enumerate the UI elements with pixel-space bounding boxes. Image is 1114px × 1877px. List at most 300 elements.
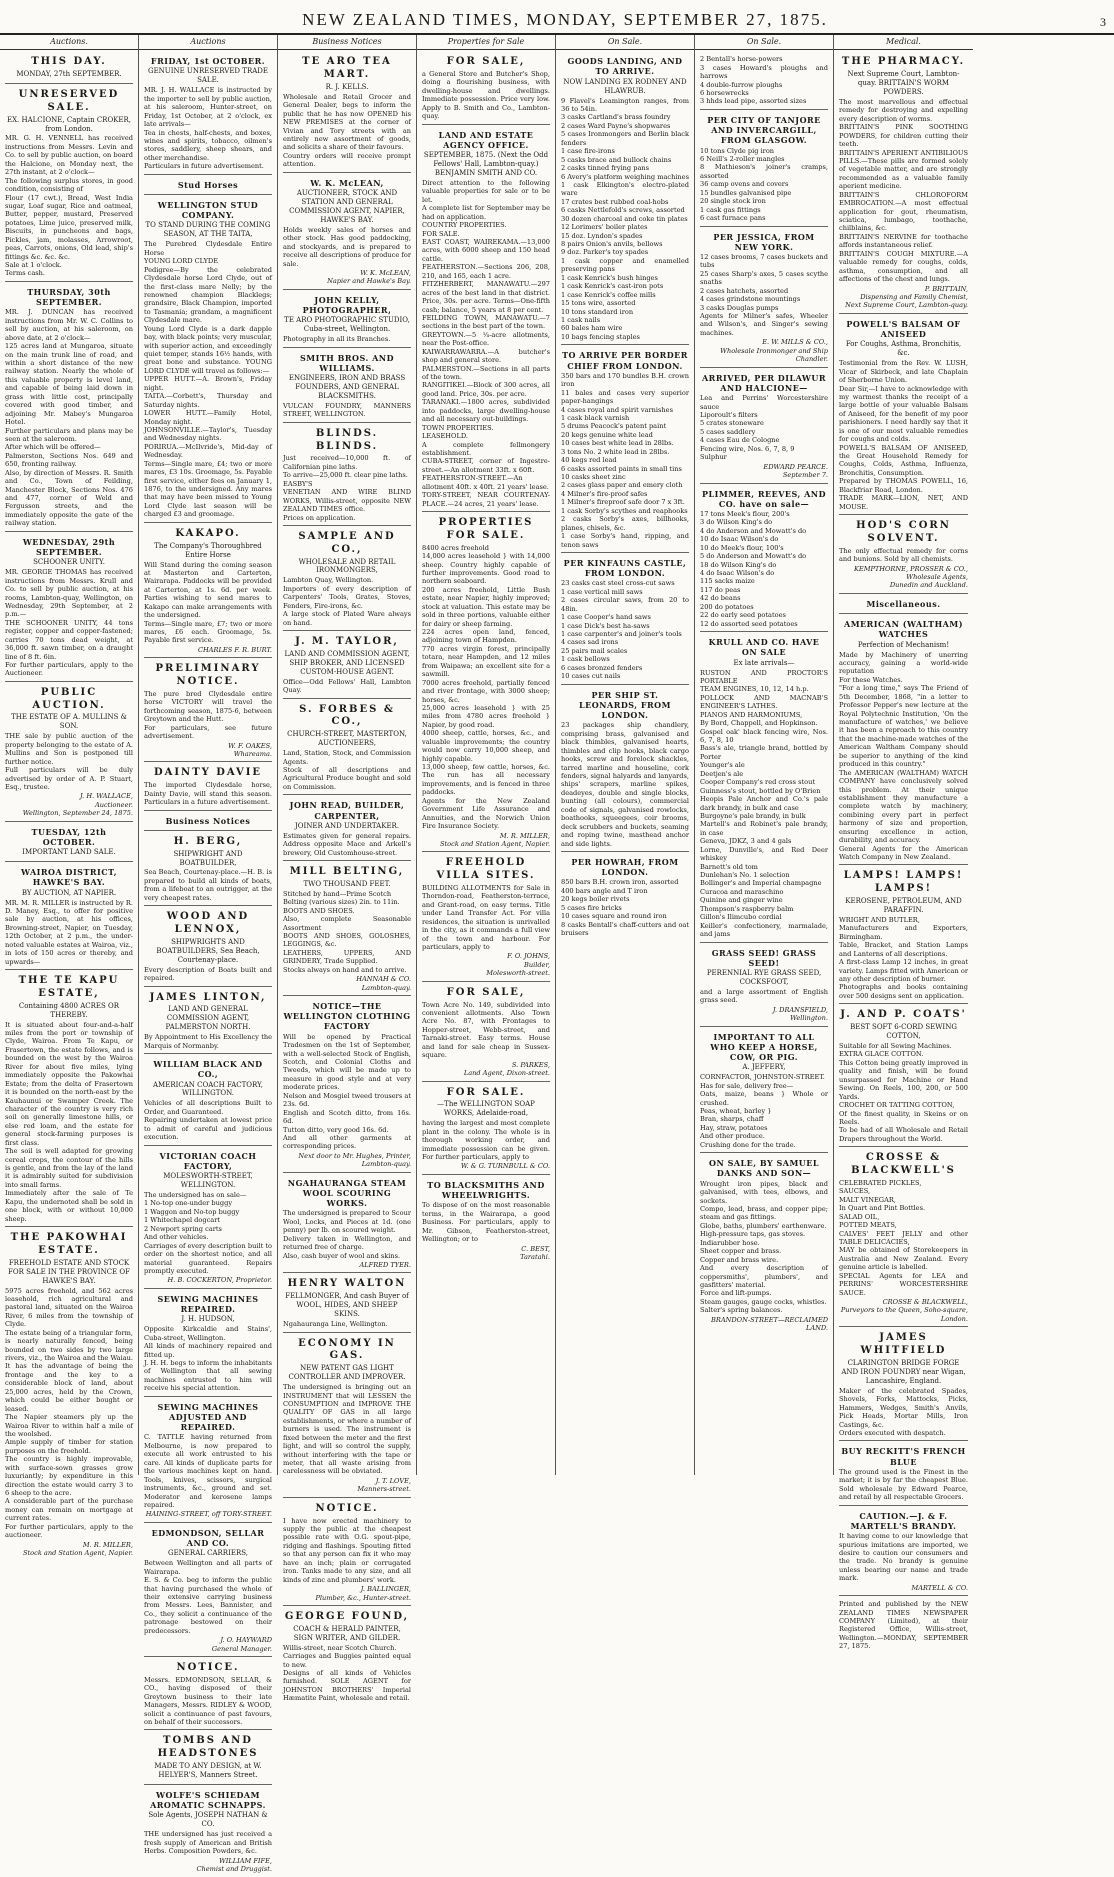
ad-subtitle: CHURCH-STREET, MASTERTON, AUCTIONEERS, <box>287 730 407 748</box>
ad-subtitle: TO STAND DURING THE COMING SEASON, AT THE TAITA, <box>145 221 271 239</box>
advertisement <box>144 1659 272 1730</box>
ad-subtitle: Containing 4800 ACRES OR THEREBY. <box>18 1001 120 1019</box>
ad-title: BLINDS. BLINDS. <box>315 427 379 452</box>
ad-body: MR. GEORGE THOMAS has received instructions from Messrs. Krull and Co. to sell by public auction, at his rooms, Lambton-quay, Wellington, on Wednesday, 29th September, at 2 p.m.— THE SCHOONER UNITY, 44 tons register, copper and copper-fastened; carries 70 tons dead weight, at 36,000 ft. sawn timber, on a draught line of 8 ft. 6in. For further particulars, apply to the Auctioneer. <box>5 568 133 678</box>
ad-title: AMERICAN (WALTHAM) WATCHES <box>843 619 964 640</box>
column-heading: Properties for Sale <box>417 35 555 50</box>
advertisement <box>839 1149 968 1327</box>
ad-subtitle: AUCTIONEER, STOCK AND STATION AND GENERAL COMMISSION AGENT, NAPIER, HAWKE'S BAY. <box>289 188 405 224</box>
advertisement <box>700 1029 828 1154</box>
ad-body: Between Wellington and all parts of Wairarapa. E. S. & Co. beg to inform the public that having purchased the whole of their extensive carrying business from Messrs. Lees, Bannister, and Co., they solicit a continuance of the patronage bestowed on their predecessors. <box>144 1559 272 1635</box>
ad-signature: W. K. McLEAN, Napier and Hawke's Bay. <box>327 268 411 286</box>
ad-body: I have now erected machinery to supply the public at the cheapest possible rate with O.G. spout-pipe, ridging and flashings. Spouting fitted so that any person can fix it who may have an inch; plain or corrugated iron. Tanks made to any size, and all kinds of zinc and plumbers' work. <box>283 1516 411 1584</box>
ad-title: FRIDAY, 1st OCTOBER. <box>150 56 266 67</box>
advertisement <box>283 797 411 861</box>
ad-title: HOD'S CORN SOLVENT. <box>856 520 951 544</box>
ad-body: 2 Bentall's horse-powers 3 cases Howard's ploughs and harrows 4 double-furrow ploughs 6 horsewrecks 3 hhds lead pipe, assorted sizes <box>700 55 828 106</box>
advertisement <box>5 284 133 532</box>
advertisement <box>422 514 550 852</box>
advertisement <box>700 370 828 484</box>
ad-body: RUSTON AND PROCTOR'S PORTABLE TEAM ENGINES, 10, 12, 14 h.p. POLLOCK AND MACNAB'S ENGINEER'S LATHES. PIANOS AND HARMONIUMS, By Bord, Chappell, and Hopkinson. Gospel oak' black fencing wire, Nos. 6, 7, 8, 10 Bass's ale, triangle brand, bottled by Porter Younger's ale Deetjen's ale Cooper Company's red cross stout Guinness's stout, bottled by O'Brien Heopis Pale Anchor and Co.'s pale dark brandy, in bulk and case Burgoyne's pale brandy, in bulk Martell's and Robinet's pale brandy, in case Geneva, JDKZ, 3 and 4 gals Lorne, Dunville's, and Red Deer whiskey Barnett's old tom Dunlehan's No. 1 selection Bollinger's and Imperial champagne Curacoa and maraschino Quinine and ginger wine Thompson's raspberry balm Gillon's Ilimcubo cordial Keiller's confectionery, marmalade, and jams <box>700 668 828 939</box>
ad-title: WILLIAM BLACK AND CO., <box>153 1059 263 1080</box>
ad-title: FREEHOLD VILLA SITES. <box>436 857 536 882</box>
ad-body: Messrs. EDMONDSON, SELLAR, & CO., having disposed of their Greytown business to their late Managers, Messrs. RIDLEY & WOOD, solicit a continuance of past favours, on behalf of their successors. <box>144 1675 272 1727</box>
ad-body: Willis-street, near Scotch Church. Carriages and Buggies painted equal to new. Designs of all kinds of Vehicles furnished. SOLE AGENT for JOHNSTON BROTHERS' Imperial Hæmatite Paint, wholesale and retail. <box>283 1643 411 1703</box>
ad-body: MR. J. DUNCAN has received instructions from Mr. W. C. Collins to sell by auction, at his saleroom, on above date, at 2 o'clock— 125 acres land at Mungaroa, situate on the main trunk line of road, and within a short distance of the new railway station. Nearly the whole of this valuable property is level land, and capable of being laid down in grass with little cost, principally covered with good timber, and adjoining Mr. Mabey's Mungaroa Hotel. Further particulars and plans may be seen at the saleroom. After which will be offered— Palmerston, Sections Nos. 649 and 650, fronting railway. Also, by direction of Messrs. R. Smith and Co., Town of Feilding, Manchester Block, Sections Nos. 476 and 477, corner of Weld and Fergusson streets, and the immediately opposite the gate of the railway station. <box>5 308 133 528</box>
ad-body: 10 tons Clyde pig iron 6 Neill's 2-roller mangles 8 Mathieson's joiner's cramps, assorted 36 camp ovens and covers 15 bundles galvanised pipe 20 single stock iron 1 cask gas fittings 6 cast furnace pans <box>700 146 828 223</box>
ad-subtitle: CLARINGTON BRIDGE FORGE AND IRON FOUNDRY near Wigan, Lancashire, England. <box>841 1358 966 1385</box>
advertisement <box>5 864 133 970</box>
ad-title: EDMONDSON, SELLAR AND CO. <box>151 1527 265 1549</box>
ad-title: ARRIVED, PER DILAWUR AND HALCIONE— <box>701 372 827 393</box>
ad-signature: F. O. JOHNS, Builder, Molesworth-street. <box>486 952 550 978</box>
advertisement <box>839 1598 968 1654</box>
ad-title: Miscellaneous. <box>866 598 941 609</box>
ad-subtitle: Ex late arrivals— <box>733 658 795 667</box>
ad-title: TO BLACKSMITHS AND WHEELWRIGHTS. <box>427 1179 545 1201</box>
ad-body: having the largest and most complete plant in the colony. The whole is in thorough working order, and immediate possession can be given. For further particulars, apply to <box>422 1119 550 1161</box>
ad-title: FOR SALE, <box>446 986 526 998</box>
advertisement <box>700 229 828 368</box>
ad-body: Printed and published by the NEW ZEALAND TIMES NEWSPAPER COMPANY (Limited), at their Registered Office, Willis-street, Wellington.—MONDAY, SEPTEMBER 27, 1875. <box>839 1600 968 1651</box>
ad-title: JOHN KELLY, PHOTOGRAPHER, <box>302 294 392 316</box>
advertisement <box>422 1177 550 1265</box>
advertisement <box>5 534 133 682</box>
ad-subtitle: FELLMONGER, And cash Buyer of WOOL, HIDES, AND SHEEP SKINS. <box>285 1292 409 1319</box>
ad-body: The most marvellous and effectual remedy for destroying and expelling every description of worms. BRITTAIN'S PINK SOOTHING POWDERS, for children cutting their teeth. BRITTAIN'S APERIENT ANTIBILIOUS PILLS.—These pills are formed solely of vegetable matter, and are strongly recommended as a valuable family aperient medicine. BRITTAIN'S CHLOROFORM EMBROCATION.—A most effectual application for gout, rheumatism, sciatica, lumbago, toothache, chilblains, &c. BRITTAIN'S NERVINE for toothache affords instantaneous relief. BRITTAIN'S COUGH MIXTURE.—A valuable remedy for coughs, colds, asthma, consumption, and all affections of the chest and lungs. <box>839 97 968 284</box>
ad-body: The only effectual remedy for corns and bunions. Sold by all chemists. <box>839 546 968 564</box>
ad-body: Office—Odd Fellows' Hall, Lambton Quay. <box>283 677 411 695</box>
ad-title: LAND AND ESTATE AGENCY OFFICE. <box>438 129 534 150</box>
ad-subtitle: COACH & HERALD PAINTER, SIGN WRITER, AND GILDER. <box>293 1624 401 1642</box>
ad-subtitle: IMPORTANT LAND SALE. <box>22 848 116 857</box>
ad-title: THIS DAY. <box>31 56 107 68</box>
ad-title: JAMES WHITFIELD <box>860 1332 947 1357</box>
ad-subtitle: LAND AND GENERAL COMMISSION AGENT, PALMERSTON NORTH. <box>165 1005 251 1032</box>
ad-signature: WILLIAM FIFE, Chemist and Druggist. <box>196 1856 272 1874</box>
ad-signature: HAINING-STREET, off TORY-STREET. <box>145 1510 272 1519</box>
ad-subtitle: TWO THOUSAND FEET. <box>303 879 391 888</box>
ad-title: SEWING MACHINES ADJUSTED AND REPAIRED. <box>157 1401 259 1433</box>
ad-subtitle: —The WELLINGTON SOAP WORKS, Adelaide-road, <box>437 1100 535 1118</box>
ad-body: Every description of Boats built and repaired. <box>144 965 272 983</box>
ad-body: Just received—10,000 ft. of Californian pine laths. To arrive—25,000 ft. clear pine laths. EASBY'S VENETIAN AND WIRE BLIND WORKS, Willis-street, opposite NEW ZEALAND TIMES office. Prices on application. <box>283 454 411 522</box>
ad-title: WEDNESDAY, 29th SEPTEMBER. <box>22 536 116 557</box>
ad-title: KAKAPO. <box>175 527 241 539</box>
advertisement <box>144 1732 272 1785</box>
ad-subtitle: NEW PATENT GAS LIGHT CONTROLLER AND IMPROVER. <box>288 1364 406 1382</box>
ad-body: a General Store and Butcher's Shop, doing a flourishing business, with dwelling-house and dwellings. Immediate possession. Price very low. Apply to B. Smith and Co., Lambton-quay. <box>422 70 550 121</box>
ad-body: CELEBRATED PICKLES, SAUCES, MALT VINEGAR, In Quart and Pint Bottles. SALAD OIL, POTTED MEATS, CALVES' FEET JELLY and other TABLE DELICACIES, MAY be obtained of Storekeepers in Australia and New Zealand. Every genuine article is labelled. SPECIAL Agents for LEA and PERRINS' WORCESTERSHIRE SAUCE. <box>839 1178 968 1297</box>
ad-body: Estimates given for general repairs. Address opposite Mace and Arkell's brewery, Old Customhouse-street. <box>283 831 411 857</box>
ad-title: WAIROA DISTRICT, HAWKE'S BAY. <box>20 867 118 888</box>
ad-subtitle: MADE TO ANY DESIGN, at W. HELYER'S, Manners Street. <box>154 1762 262 1780</box>
ad-title: PUBLIC AUCTION. <box>32 686 106 711</box>
ad-body: It having come to our knowledge that spurious imitations are imported, we desire to caution our consumers and the trade. No brandy is genuine unless bearing our name and trade mark. <box>839 1532 968 1583</box>
advertisement <box>700 486 828 633</box>
advertisement <box>144 989 272 1055</box>
ad-subtitle: ENGINEERS, IRON AND BRASS FOUNDERS, AND GENERAL BLACKSMITHS. <box>288 374 406 401</box>
ad-body: CORNFACTOR, JOHNSTON-STREET. Has for sale, delivery free— Oats, maize, beans } Whole or crushed. Peas, wheat, barley } Bran, sharps, chaff Hay, straw, potatoes And other produce. Crushing done for the trade. <box>700 1073 828 1149</box>
ad-title: KRULL AND CO. HAVE ON SALE <box>708 637 820 658</box>
advertisement <box>144 1291 272 1397</box>
ad-title: THURSDAY, 30th SEPTEMBER. <box>27 286 111 308</box>
ad-subtitle: Perfection of Mechanism! <box>857 640 950 649</box>
ad-signature: S. PARKES, Land Agent, Dixon-street. <box>463 1060 550 1078</box>
ad-signature: C. BEST, Taratahi. <box>520 1244 550 1261</box>
ad-title: IMPORTANT TO ALL WHO KEEP A HORSE, COW, OR PIG. <box>710 1031 818 1063</box>
ad-title: WELLINGTON STUD COMPANY. <box>157 199 259 221</box>
ad-title: WOLFE'S SCHIEDAM AROMATIC SCHNAPPS. <box>150 1789 266 1811</box>
advertisement <box>283 53 411 172</box>
ad-body: THE sale by public auction of the property belonging to the estate of A. Mullins and Son is postponed till further notice. Full particulars will be duly advertised by order of A. P. Stuart, Esq., trustee. <box>5 732 133 791</box>
ad-title: THE PHARMACY. <box>841 56 966 68</box>
advertisement <box>144 833 272 906</box>
ad-signature: M. R. MILLER, Stock and Station Agent, Napier. <box>439 831 550 848</box>
ad-title: PER SHIP ST. LEONARDS, FROM LONDON. <box>578 689 671 721</box>
ad-signature: J. H. WALLACE, Auctioneer. Wellington, September 24, 1875. <box>22 792 133 818</box>
ad-title: PER HOWRAH, FROM LONDON. <box>571 856 679 878</box>
column-heading: On Sale. <box>695 35 833 50</box>
advertisement <box>700 634 828 942</box>
ad-title: J. AND P. COATS' <box>840 1009 967 1021</box>
ad-title: GOODS LANDING, AND TO ARRIVE. <box>567 56 683 77</box>
advertisement <box>839 867 968 1004</box>
ad-body: Will be opened by Practical Tradesmen on the 1st of September, with a well-selected Stock of English, Scotch, and Colonial Cloths and Tweeds, which will be made up to measure in good style and at very moderate prices. Nelson and Mosgiel tweed trousers at 23s. 6d. English and Scotch ditto, from 16s. 6d. Tutton ditto, very good 16s. 6d. And all other garments at corresponding prices. <box>283 1032 411 1151</box>
advertisement <box>283 292 411 348</box>
advertisement <box>144 660 272 762</box>
ad-body: 23 packages ship chandlery, comprising brass, galvanised and black thimbles, galvanised hearts, thimbles and clip hooks, black cargo hooks, screw and forelock shackles, tarred marline and houseline, cork fenders, signal halyards and lanyards, ships' scrapers, marline spikes, deadeyes, double and single blocks, bunting (all colours), commercial code of signals, galvanised rowlocks, boathooks, squeegees, coir brooms, deck scrubbers and buckets, seaming and roping twine, masthead anchor and side lights. <box>561 721 689 848</box>
ad-signature: ALFRED TYER. <box>359 1261 411 1270</box>
ad-title: THE TE KAPU ESTATE, <box>18 975 120 999</box>
ad-body: To dispose of on the most reasonable terms, in the Wairarapa, a good Business. For particulars, apply to Mr. Gibson, Featherston-street, Wellington; or to <box>422 1201 550 1244</box>
ad-body: Vehicles of all descriptions Built to Order, and Guaranteed. Repairing undertaken at lowest price to admit of careful and judicious execution. <box>144 1099 272 1142</box>
ad-title: JOHN READ, BUILDER, CARPENTER, <box>289 800 405 821</box>
advertisement <box>839 53 968 314</box>
ad-title: ON SALE, BY SAMUEL DANKS AND SON— <box>709 1158 819 1179</box>
ad-body: The Purebred Clydesdale Entire Horse YOUNG LORD CLYDE Pedigree—By the celebrated Clydesdale horse Lord Clyde, out of the first-class mare Nelly; by the renowned champion Blacklegs; grandsire, Black Champion, imported to Tasmania; grandam, a magnificent Clydesdale mare. Young Lord Clyde is a dark dapple bay, with black points; very muscular, with superior action, and exceedingly quiet temper, stands 16½ hands, with great bone and substance. YOUNG LORD CLYDE will travel as follows:— UPPER HUTT.—A. Brown's, Friday night. TAITA.—Corbett's, Thursday and Saturday nights. LOWER HUTT.—Family Hotel, Monday night. JOHNSONVILLE.—Taylor's, Tuesday and Wednesday nights. PORIRUA.—McIlvride's, Mid-day of Wednesday. Terms—Single mare, £4; two or more mares, £3 10s. Groomage, 5s. Payable first service, either fees on January 1, 1876, to the undersigned. Any mares that may have been missed to Young Lord Clyde last season will be charged £3 and groomage. <box>144 240 272 519</box>
advertisement <box>144 197 272 523</box>
ad-body: Photography in all its Branches. <box>283 335 391 344</box>
advertisement <box>283 633 411 699</box>
ad-body: Lambton Quay, Wellington. Importers of every description of Carpenters' Tools, Grates, Stoves, Fenders, Fire-irons, &c. A large stock of Plated Ware always on hand. <box>283 576 411 627</box>
ad-title: PER JESSICA, FROM NEW YORK. <box>713 231 815 252</box>
ad-subtitle: FREEHOLD ESTATE AND STOCK FOR SALE IN THE PROVINCE OF HAWKE'S BAY. <box>8 1258 130 1285</box>
ad-subtitle: J. H. HUDSON, <box>181 1315 235 1324</box>
ad-title: SMITH BROS. AND WILLIAMS. <box>299 352 395 373</box>
ad-signature: J. DRANSFIELD, Wellington. <box>772 1005 828 1023</box>
ad-title: PRELIMINARY NOTICE. <box>155 663 261 688</box>
ad-subtitle: EX. HALCIONE, Captain CROKER, from London. <box>6 115 132 133</box>
ad-title: VICTORIAN COACH FACTORY, <box>159 1150 257 1171</box>
ad-signature: CHARLES F. R. BURT. <box>198 645 272 654</box>
ad-body: MR. M. R. MILLER is instructed by R. D. Maney, Esq., to offer for positive sale by auction, at his offices, Browning-street, Napier, on Tuesday, 12th October, at 2 p.m., the under-noted valuable estates at Wairoa, viz., in lots of 150 acres or thereby, and upwards— <box>5 898 133 966</box>
ad-subtitle: SHIPWRIGHTS AND BOATBUILDERS, Sea Beach, Courtenay-place. <box>156 937 260 964</box>
ad-signature: E. W. MILLS & CO., Wholesale Ironmonger and Ship Chandler. <box>720 338 828 364</box>
ad-title: CROSSE & BLACKWELL'S <box>851 1152 956 1177</box>
ad-title: PROPERTIES FOR SALE. <box>438 517 534 541</box>
ad-signature: J. BALLINGER, Plumber, &c., Hunter-street. <box>315 1585 411 1602</box>
ad-subtitle: JOINER AND UNDERTAKER. <box>294 821 400 830</box>
advertisement <box>422 984 550 1082</box>
ad-subtitle: SEPTEMBER, 1875. (Next the Odd Fellows' Hall, Lambton-quay.) BENJAMIN SMITH AND CO. <box>423 151 549 178</box>
advertisement <box>144 525 272 659</box>
ad-subtitle: R. J. KELLS. <box>325 82 369 91</box>
advertisement <box>422 1084 550 1175</box>
advertisement <box>283 175 411 290</box>
newspaper-columns <box>0 35 1114 1874</box>
ad-subtitle: KEROSENE, PETROLEUM, AND PARAFFIN. <box>845 897 962 914</box>
column-7 <box>834 35 973 1651</box>
column-heading: On Sale. <box>556 35 694 50</box>
ad-title: THE PAKOWHAI ESTATE. <box>10 1232 128 1256</box>
ad-subtitle: GENUINE UNRESERVED TRADE SALE. <box>147 67 268 85</box>
ad-body: The undersigned is prepared to Scour Wool, Locks, and Pieces at 1d. (one penny) per lb. on scoured weight. Delivery taken in Wellington, and returned free of charge. Also, cash buyer of wool and skins. <box>283 1209 411 1260</box>
ad-title: PLIMMER, REEVES, AND CO. have on sale— <box>701 488 827 509</box>
ad-title: MILL BELTING, <box>289 866 405 878</box>
ad-title: PER KINFAUNS CASTLE, FROM LONDON. <box>563 557 687 579</box>
advertisement <box>839 596 968 614</box>
ad-title: S. FORBES & CO., <box>299 703 395 728</box>
ad-title: W. K. McLEAN, <box>310 177 384 188</box>
advertisement <box>700 1155 828 1335</box>
ad-title: TOMBS AND HEADSTONES <box>157 1735 259 1760</box>
ad-title: SEWING MACHINES REPAIRED. <box>157 1293 259 1315</box>
ad-signature: Next door to Mr. Hughes, Printer, Lambton-quay. <box>298 1151 411 1169</box>
advertisement <box>283 1500 411 1606</box>
ad-body: The undersigned is bringing out an INSTRUMENT that will LESSEN the CONSUMPTION and IMPROVE THE QUALITY OF GAS in all large establishments, or where a number of burners is used. The instrument is fixed between the meter and the first light, and will so control the supply, without interfering with the tape or meter, that all waste arising from carelessness will be obviated. <box>283 1383 411 1476</box>
ad-subtitle: TE ARO PHOTOGRAPHIC STUDIO, Cuba-street, Wellington. <box>284 316 410 334</box>
ad-body: Stitched by hand—Prime Scotch Belting (various sizes) 2in. to 11in. BOOTS AND SHOES. Also, complete Seasonable Assortment BOOTS AND SHOES, GOLOSHES, LEGGINGS, &c. LEATHERS, UPPERS, AND GRINDERY, Trade Supplied. Stocks always on hand and to arrive. <box>283 889 411 974</box>
advertisement <box>144 908 272 986</box>
advertisement <box>561 347 689 553</box>
ad-body: Testimonial from the Rev. W. LUSH, Vicar of Skirbeck, and late Chaplain of Sherborne Union. Dear Sir,—I have to acknowledge with my warmest thanks the receipt of a large bottle of your valuable Balsam of Aniseed, for the benefit of my poor parishioners. I need hardly say that it is one of our most valuable remedies for coughs and colds. POWELL'S BALSAM OF ANISEED, the Great Household Remedy for Coughs, Colds, Asthma, Influenza, Bronchitis, Consumption. Prepared by THOMAS POWELL, 16, Blackfriar Road, London. TRADE MARK—LION, NET, AND MOUSE. <box>839 359 968 511</box>
ad-subtitle: MOLESWORTH-STREET, WELLINGTON. <box>163 1172 253 1190</box>
ad-body: Town Acre No. 149, subdivided into convenient allotments. Also Town Acre No. 87, with Frontages to Hopper-street, Webb-street, and Tarnaki-street. Easy terms. House and land for sale cheap in Sussex-square. <box>422 1000 550 1060</box>
advertisement <box>283 1175 411 1274</box>
ad-signature: J. O. HAYWARD General Manager. <box>211 1636 272 1653</box>
advertisement <box>561 555 689 685</box>
advertisement <box>283 998 411 1173</box>
ad-body: BUILDING ALLOTMENTS for Sale in Thorndon-road, Featherston-terrace, and Grant-road, on easy terms. Title under Land Transfer Act. For villa residences, the situation is unrivalled in the city, as it commands a full view of the town and harbour. For particulars, apply to <box>422 883 550 952</box>
column-1 <box>0 35 139 1558</box>
ad-body: WRIGHT AND BUTLER, Manufacturers and Exporters, Birmingham. Table, Bracket, and Station Lamps and Lanterns of all descriptions. A first-class Lamp 12 inches, in great variety. Lamps fitted with American or any other description of burner. Photographs and books containing over 500 designs sent on application. <box>839 915 968 1000</box>
ad-title: TE ARO TEA MART. <box>302 56 392 81</box>
ad-title: H. BERG, <box>173 835 243 847</box>
column-3 <box>278 35 417 1703</box>
ad-signature: MARTELL & CO. <box>911 1583 968 1592</box>
ad-signature: W. & G. TURNBULL & CO. <box>460 1162 550 1171</box>
ad-signature: P. BRITTAIN, Dispensing and Family Chemist, Next Supreme Court, Lambton-quay. <box>845 284 968 310</box>
masthead <box>0 0 1114 35</box>
advertisement <box>283 425 411 526</box>
ad-subtitle: AMERICAN COACH FACTORY, WILLINGTON. <box>152 1080 264 1098</box>
column-6 <box>695 35 834 1475</box>
ad-title: Stud Horses <box>177 179 239 190</box>
column-heading: Business Notices <box>278 35 416 50</box>
advertisement <box>283 1275 411 1332</box>
ad-subtitle: MONDAY, 27th SEPTEMBER. <box>16 70 122 79</box>
ad-body: By Appointment to His Excellency the Marquis of Normanby. <box>144 1033 272 1050</box>
column-heading: Auctions. <box>0 35 138 50</box>
ad-body: Made by Machinery of unerring accuracy, gaining a world-wide reputation For these Watches. "For a long time," says The Friend of 5th December, 1868, "in a letter to Professor Pepper's new lecture at the Royal Polytechnic Institution, 'On the manufacture of watches,' we believe it has been a reproach to this country that the machine-made watches of the American Waltham Company should be superior to anything of the kind produced in this country." The AMERICAN (WALTHAM) WATCH COMPANY have conclusively solved this problem. At their unique establishment they manufacture a complete watch by machinery, combining every part in perfect harmony of size and proportion, ensuring excellence in action, durability, and accuracy. General Agents for the American Watch Company in New Zealand. <box>839 650 968 862</box>
advertisement <box>5 53 133 84</box>
advertisement <box>700 945 828 1027</box>
ad-title: NOTICE—THE WELLINGTON CLOTHING FACTORY <box>283 1001 411 1032</box>
advertisement <box>144 177 272 195</box>
advertisement <box>144 764 272 810</box>
ad-body: MR. G. H. VENNELL has received instructions from Messrs. Levin and Co. to sell by public auction, on board the Halcione, on Monday next, the 27th instant, at 2 o'clock— The following surplus stores, in good condition, consisting of Flour (17 cwt.), Bread, West India sugar, Loaf sugar, Rice and oatmeal, Butter, pepper, mustard, Preserved potatoes, Lime juice, preserved milk, Biscuits, in puncheons and bags, Pickles, jam, molasses, Arrowroot, peas, Carrots, onions, Old lead, ship's fittings &c. &c. &c. Sale at 1 o'clock. Terms cash. <box>5 134 133 278</box>
ad-body: 12 cases brooms, 7 cases buckets and tubs 25 cases Sharp's axes, 5 cases scythe snaths 2 cases hatchets, assorted 4 cases grindstone mountings 3 casks Douglas pumps Agents for Milner's safes, Wheeler and Wilson's, and Singer's sewing machines. <box>700 252 828 337</box>
ad-body: Suitable for all Sewing Machines. EXTRA GLACE COTTON. This Cotton being greatly improved in quality and finish, will be found unsurpassed for Machine or Hand Sewing. On Reels, 100, 200, or 500 Yards. CROCHET OR TATTING COTTON, Of the finest quality, in Skeins or on Reels. To be had of all Wholesale and Retail Drapers throughout the World. <box>839 1042 968 1143</box>
ad-subtitle: LAND AND COMMISSION AGENT, SHIP BROKER, AND LICENSED CUSTOM-HOUSE AGENT. <box>284 649 410 676</box>
advertisement <box>283 701 411 796</box>
ad-title: PER CITY OF TANJORE AND INVERCARGILL, FROM GLASGOW. <box>707 114 821 146</box>
ad-subtitle: SHIPWRIGHT AND BOATBUILDER, <box>173 849 243 867</box>
advertisement <box>144 1399 272 1523</box>
ad-title: ECONOMY IN GAS. <box>298 1337 396 1362</box>
ad-signature: KEMPTHORNE, PROSSER & CO., Wholesale Agents, Dunedin and Auckland. <box>853 564 968 590</box>
advertisement <box>839 1006 968 1147</box>
advertisement <box>144 813 272 831</box>
advertisement <box>283 863 411 996</box>
ad-title: DAINTY DAVIE <box>153 767 263 779</box>
ad-subtitle: Sole Agents, JOSEPH NATHAN & CO. <box>148 1811 268 1829</box>
advertisement <box>561 53 689 345</box>
advertisement <box>144 1787 272 1877</box>
ad-subtitle: GENERAL CARRIERS, <box>167 1549 248 1558</box>
ad-body: Ngahauranga Line, Wellington. <box>283 1320 388 1329</box>
column-2 <box>139 35 278 1874</box>
ad-title: LAMPS! LAMPS! LAMPS! <box>843 870 964 895</box>
advertisement <box>5 1229 133 1560</box>
advertisement <box>283 1335 411 1498</box>
ad-title: GEORGE FOUND, <box>284 1610 410 1622</box>
ad-body: Direct attention to the following valuable properties for sale or to be let. A complete list for September may be had on application. COUNTRY PROPERTIES. FOR SALE. EAST COAST, WAIREKAMA.—13,000 acres, with 6000 sheep and 150 head cattle. FEATHERSTON.—Sections 206, 208, 210, and 165, each 1 acre. FITZHERBERT, MANAWATU.—297 acres of the best land in that district. Price, 30s. per acre. Terms—One-fifth cash; balance, 5 years at 8 per cent. FEILDING TOWN, MANAWATU.—7 sections in the best part of the town. GREYTOWN.—5 ¼-acre allotments, near the Post-office. KAIWARRAWARRA.—A butcher's shop and general store. PALMERSTON.—Sections in all parts of the town. RANGITIKEI.—Block of 300 acres, all good land. Price, 30s. per acre. TARANAKI.—1800 acres, subdivided into paddocks, large dwelling-house and all necessary out-buildings. TOWN PROPERTIES. LEASEHOLD. A complete fellmongery establishment. CUBA-STREET, corner of Ingestre-street.—An allotment 33ft. x 60ft. FEATHERSTON-STREET.—An allotment 40ft. x 40ft. 21 years' lease. TORY-STREET, NEAR COURTENAY-PLACE.—24 acres, 21 years' lease. <box>422 178 550 508</box>
advertisement <box>700 53 828 110</box>
advertisement <box>561 854 689 941</box>
ad-subtitle: NOW LANDING EX RODNEY AND HLAWRUB. <box>563 77 687 95</box>
column-heading: Medical. <box>834 35 973 50</box>
advertisement <box>839 316 968 515</box>
advertisement <box>5 86 133 282</box>
ad-body: Sea Beach, Courtenay-place.—H. B. is prepared to build all kinds of boats, from a lifeboat to an outrigger, at the very cheapest rates. <box>144 868 272 902</box>
ad-title: GRASS SEED! GRASS SEED! <box>711 947 817 968</box>
ad-body: C. TATTLE having returned from Melbourne, is now prepared to execute all work entrusted to his care. All kinds of duplicate parts for the various machines kept on hand. Tools, knives, scissors, surgical instruments, &c., ground and set. Moderator and kerosene lamps repaired. <box>144 1433 272 1509</box>
ad-body: Holds weekly sales of horses and other stock. Has good paddocking, and stockyards, and is prepared to receive all descriptions of produce for sale. <box>283 225 411 268</box>
ad-signature: W. F. OAKES, Whareama. <box>228 741 272 758</box>
ad-subtitle: WHOLESALE AND RETAIL IRONMONGERS, <box>298 557 396 575</box>
ad-body: 5975 acres freehold, and 562 acres leasehold, rich agricultural and pastoral land, situated on the Wairoa River, 6 miles from the township of Clyde. The estate being of a triangular form, is nearly naturally fenced, being bounded on two sides by two large rivers, viz., the Wairoa and the Waiau. It has the advantage of being the frontage and the key to a considerable block of land, about 25,000 acres, held by the Crown, which could be either bought or leased. The Napier steamers ply up the Wairoa River to within half a mile of the woolshed. Ample supply of timber for station purposes on the freehold. The country is highly improvable, with surface-sown grasses grow luxuriantly; by expenditure in this direction the estate would carry 3 to 6 sheep to the acre. A considerable part of the purchase money can remain on mortgage at current rates. For further particulars, apply to the auctioneer. <box>5 1286 133 1540</box>
ad-subtitle: PERENNIAL RYE GRASS SEED, COCKSFOOT, <box>706 968 822 986</box>
ad-title: BUY RECKITT'S FRENCH BLUE <box>841 1446 966 1467</box>
ad-title: SAMPLE AND CO., <box>298 530 396 555</box>
ad-signature: CROSSE & BLACKWELL, Purveyors to the Queen, Soho-square, London. <box>840 1298 968 1323</box>
ad-body: and a large assortment of English grass seed. <box>700 987 828 1005</box>
ad-body: It is situated about four-and-a-half miles from the port or township of Clyde, Wairoa. From Te Kapu, or Frasertown, the estate follows, and is bounded on the west by the Wairoa River for about five miles, lying immediately opposite the Pakowhai Estate; from the delta of Frasertown it is bounded on the north-east by the Kauhaunui or Swamper Creek. The character of the country is very rich soil on generally limestone hills, or else red loam, and the estate for general stock-farming purposes is first class. The soil is well adapted for growing cereal crops, the contour of the hills is gentle, and from the lay of the land it is admirably suited for subdivision into small farms. Immediately after the sale of Te Kapu, the undernoted shall be sold in one block, with or without 10,000 sheep. <box>5 1020 133 1223</box>
ad-title: NGAHAURANGA STEAM WOOL SCOURING WORKS. <box>287 1177 407 1209</box>
ad-body: Land, Station, Stock, and Commission Agents. Stock of all descriptions and Agricultural Produce bought and sold on Commission. <box>283 749 411 791</box>
ad-title: HENRY WALTON <box>287 1278 407 1290</box>
advertisement <box>144 1148 272 1289</box>
advertisement <box>283 350 411 423</box>
ad-body: 9 Flavel's Leamington ranges, from 36 to 54in. 3 casks Cartland's brass foundry 2 cases Ward Payne's shopwares 5 cases Ironmongers and Berlin black fenders 1 case fire-irons 5 casks brace and bullock chains 2 casks tinned frying pans 6 Avery's platform weighing machines 1 cask Elkington's electro-plated ware 17 crates best rubbed coal-hobs 6 casks Nettlefold's screws, assorted 30 dozen charcoal and coke tin plates 12 Lorimers' boiler plates 15 doz. Lyndon's spades 8 pairs Onion's anvils, bellows 9 doz. Parker's toy spades 1 cask copper and enamelled preserving pans 1 cask Kenrick's bush hinges 1 cask Kenrick's cast-iron pots 1 case Kenrick's coffee mills 15 tons wire, assorted 10 tons standard iron 1 cask nails 60 bales ham wire 10 bags fencing staples <box>561 96 689 341</box>
newspaper-title: NEW ZEALAND TIMES, MONDAY, SEPTEMBER 27, 1875. <box>302 10 828 29</box>
advertisement <box>283 528 411 631</box>
column-5 <box>556 35 695 1475</box>
ad-title: Business Notices <box>165 815 251 826</box>
ad-title: J. M. TAYLOR, <box>295 636 399 648</box>
advertisement <box>283 1608 411 1706</box>
ad-title: CAUTION.—J. & F. MARTELL'S BRANDY. <box>850 1510 957 1531</box>
ad-signature: M. R. MILLER, Stock and Station Agent, Napier. <box>22 1540 133 1558</box>
advertisement <box>5 972 133 1227</box>
advertisement <box>144 53 272 175</box>
advertisement <box>700 112 828 227</box>
advertisement <box>839 1443 968 1505</box>
page-number: 3 <box>1100 15 1106 29</box>
ad-title: TO ARRIVE PER BORDER CHIEF FROM LONDON. <box>562 350 688 371</box>
ad-body: MR. J. H. WALLACE is instructed by the importer to sell by public auction, at his saleroom, Hunter-street, on Friday, 1st October, at 2 o'clock, ex late arrivals— Tea in chests, half-chests, and boxes, wines and spirits, tobacco, oilmen's stores, saddlery, sheep shears, and other merchandise. Particulars in future advertisement. <box>144 86 272 171</box>
advertisement <box>839 1508 968 1597</box>
ad-subtitle: Next Supreme Court, Lambton-quay. BRITTAIN'S WORM POWDERS. <box>847 70 960 96</box>
ad-body: The imported Clydesdale horse, Dainty Davie, will stand this season. Particulars in a future advertisement. <box>144 781 272 807</box>
ad-signature: BRANDON-STREET—RECLAIMED LAND. <box>711 1315 828 1333</box>
advertisement <box>839 517 968 594</box>
ad-body: Maker of the celebrated Spades, Shovels, Forks, Mattocks, Picks, Hammers, Wedges, Smith's Anvils, Pick Heads, Mortar Mills, Iron Castings, &c. Orders executed with despatch. <box>839 1386 968 1437</box>
advertisement <box>422 127 550 512</box>
ad-body: Lea and Perrins' Worcestershire sauce Liporoult's filters 5 crates stoneware 5 cases saddlery 4 cases Eau de Cologne Fencing wire, Nos. 6, 7, 8, 9 Sulphur <box>700 394 828 462</box>
ad-subtitle: For Coughs, Asthma, Bronchitis, &c. <box>845 340 962 358</box>
advertisement <box>144 1056 272 1146</box>
ad-body: Wrought iron pipes, black and galvanised, with tees, elbows, and sockets. Compo, lead, brass, and copper pipe; steam and gas fittings. Globe, baths, plumbers' earthenware. High-pressure taps, gas stoves. Indiarubber hose. Sheet copper and brass. Copper and brass wire. And every description of coppersmiths', plumbers', and gasfitters' material. Force and lift-pumps. Steam gauges, gauge cocks, whistles. Salter's spring balances. <box>700 1179 828 1315</box>
ad-signature: J. T. LOVE, Manners-street. <box>357 1476 411 1494</box>
ad-title: POWELL'S BALSAM OF ANISEED <box>846 318 961 340</box>
column-heading: Auctions <box>139 35 277 50</box>
ad-body: 8400 acres freehold 14,000 acres leasehold } with 14,000 sheep. Country highly capable of further improvements. Good road to northern seaboard. 200 acres freehold, Little Bush estate, near Napier, highly improved; stock at valuation. This estate may be sold in three portions, valuable either for dairy or sheep farming. 224 acres open land, fenced, adjoining town of Hampden. 770 acres virgin forest, principally totara, near Hampden, and 12 miles from Waipawa; an excellent site for a sawmill. 7000 acres freehold, partially fenced and river frontage, with 3000 sheep; horses, &c. 25,000 acres leasehold } with 25 miles from 4780 acres freehold } Napier, by good road. 4000 sheep, cattle, horses, &c., and valuable improvements; the country would now carry 10,000 sheep, and highly capable. 13,000 sheep, few cattle, horses, &c. The run has all necessary improvements, and is fenced in three paddocks. Agents for the New Zealand Government Life Assurance and Annuities, and the Norwich Union Fire Insurance Society. <box>422 543 550 831</box>
ad-title: JAMES LINTON, <box>149 991 267 1003</box>
ad-signature: EDWARD PEARCE. September 7. <box>763 462 828 480</box>
ad-body: THE undersigned has just received a fresh supply of American and British Herbs. Composition Powders, &c. <box>144 1830 272 1856</box>
ad-signature: H. B. COCKERTON, Proprietor. <box>167 1276 272 1285</box>
ad-subtitle: A. JEFFERY, <box>742 1063 786 1072</box>
ad-title: FOR SALE, <box>446 56 526 68</box>
ad-body: VULCAN FOUNDRY, MANNERS STREET, WELLINGTON. <box>283 401 411 419</box>
ad-title: UNRESERVED SALE. <box>18 88 120 113</box>
ad-body: 850 bars B.H. crown iron, assorted 400 bars angle and T iron 20 kegs boiler rivets 5 cases fire bricks 10 cases square and round iron 8 casks Bentall's chaff-cutters and oat bruisers <box>561 878 689 938</box>
ad-subtitle: The Company's Thoroughbred Entire Horse <box>154 541 262 559</box>
ad-body: The pure bred Clydesdale entire horse VICTORY will travel the forthcoming season, 1875-6, between Greytown and the Hutt. For particulars, see future advertisement. <box>144 689 272 741</box>
ad-subtitle: BY AUCTION, AT NAPIER. <box>21 888 117 897</box>
ad-body: 350 bars and 170 bundles B.H. crown iron 11 bales and cases very superior paper-hangings 4 cases royal and spirit varnishes 1 cask black varnish 5 drums Peacock's patent paint 20 kegs genuine white lead 10 cases best white lead in 28lbs. 3 tons No. 2 white lead in 28lbs. 40 kegs red lead 6 casks assorted paints in small tins 10 casks sheet zinc 2 cases glass paper and emery cloth 4 Milner's fire-proof safes 1 Milner's fireproof safe door 7 x 3ft. 1 cask Sorby's scythes and reaphooks 2 casks Sorby's axes, billhooks, planes, chisels, &c. 1 case Sorby's hand, ripping, and tenon saws <box>561 371 689 549</box>
advertisement <box>839 616 968 865</box>
ad-title: FOR SALE. <box>446 1086 526 1098</box>
column-4 <box>417 35 556 1475</box>
ad-body: 17 tons Meek's flour, 200's 3 do Wilson King's do 4 do Anderson and Mowatt's do 10 do Isaac Wilson's do 10 do Meek's flour, 100's 5 do Anderson and Mowatt's do 18 do Wilson King's do 4 do Isaac Wilson's do 115 sacks maize 117 do peas 42 do beans 200 do potatoes 22 do early seed potatoes 12 do assorted seed potatoes <box>700 509 807 628</box>
ad-body: Will Stand during the coming season at Masterton and Carterton, Wairarapa. Paddocks will be provided at Carterton, at 1s. 6d. per week. Parties wishing to send mares to Kakapo can make arrangements with the undersigned. Terms—Single mare, £7; two or more mares, £6 each. Groomage, 5s. Payable first service. <box>144 560 272 645</box>
ad-title: TUESDAY, 12th OCTOBER. <box>31 826 107 847</box>
advertisement <box>839 1329 968 1441</box>
ad-title: NOTICE. <box>315 1502 379 1514</box>
ad-title: WOOD AND LENNOX, <box>166 911 250 935</box>
ad-body: Opposite Kirkcaldie and Stains', Cuba-street, Wellington. All kinds of machinery repaired and fitted up. J. H. H. begs to inform the inhabitants of Wellington that all sewing machines entrusted to him will receive his special attention. <box>144 1325 272 1393</box>
advertisement <box>561 687 689 852</box>
advertisement <box>422 53 550 124</box>
ad-subtitle: SCHOONER UNITY. <box>33 558 105 567</box>
ad-subtitle: BEST SOFT 6-CORD SEWING COTTON, <box>850 1023 957 1041</box>
ad-subtitle: THE ESTATE OF A. MULLINS & SON. <box>11 713 127 731</box>
ad-title: NOTICE. <box>176 1662 240 1674</box>
